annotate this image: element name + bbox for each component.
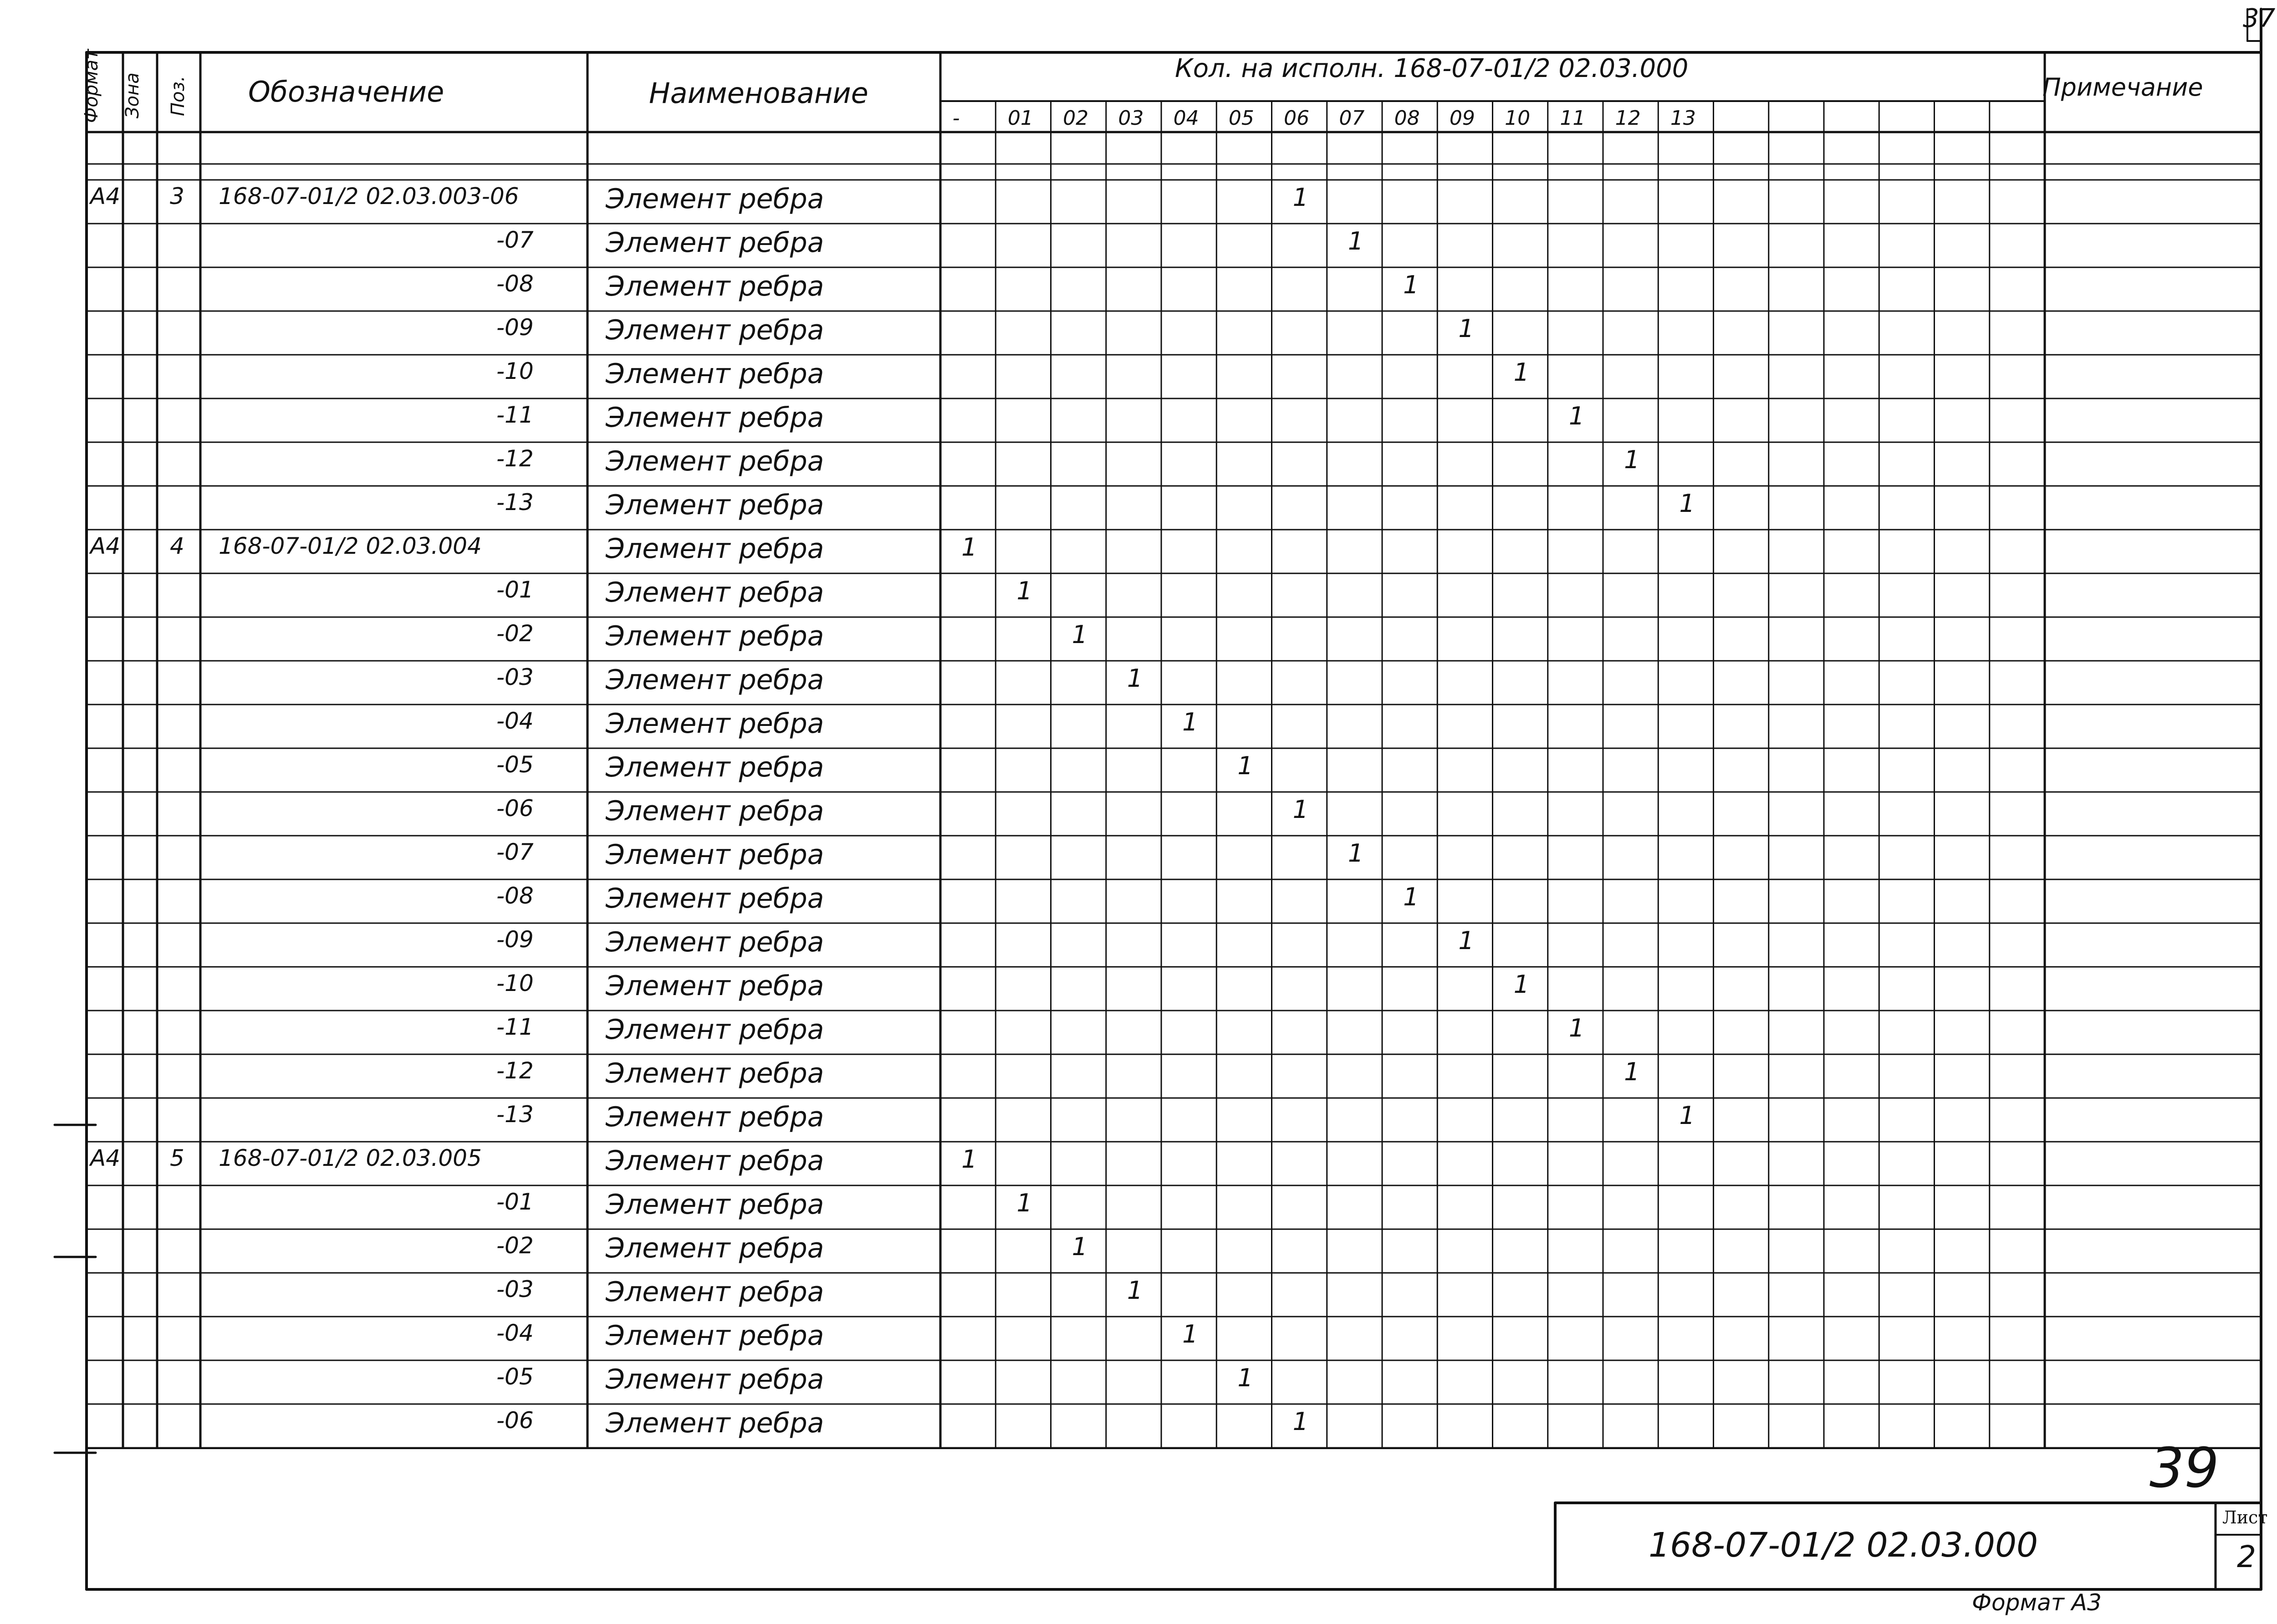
row-qty-mark: 1 [1458,926,1474,955]
row-qty-mark: 1 [1182,708,1198,736]
row-qty-mark: 1 [1348,227,1364,255]
row-name: Элемент ребра [606,183,824,215]
row-name: Элемент ребра [606,533,824,565]
row-designation: -08 [496,883,534,909]
row-designation: -04 [496,1320,534,1346]
row-designation: -07 [496,839,534,865]
header-pos: Поз. [168,76,189,116]
row-qty-mark: 1 [1624,445,1640,474]
row-qty-mark: 1 [961,1145,977,1174]
row-qty-mark: 1 [1072,620,1087,649]
variant-header: 02 [1063,107,1089,130]
variant-header: 12 [1615,107,1641,130]
row-qty-mark: 1 [1182,1320,1198,1348]
row-designation: -10 [496,970,534,996]
row-name: Элемент ребра [606,314,824,346]
row-qty-mark: 1 [1568,1014,1585,1042]
row-qty-mark: 1 [1127,664,1143,693]
header-qty-title: Кол. на исполн. 168-07-01/2 02.03.000 [1175,54,1689,83]
handwritten-page-number: 39 [2149,1437,2219,1500]
row-name: Элемент ребра [606,402,824,434]
row-name: Элемент ребра [606,664,824,696]
row-qty-mark: 1 [1292,183,1308,212]
row-name: Элемент ребра [606,577,824,608]
variant-header: 01 [1007,107,1033,130]
header-designation: Обозначение [248,75,444,108]
row-format: А4 [90,533,121,559]
row-qty-mark: 1 [1624,1057,1640,1086]
sheet-number: 2 [2237,1539,2256,1574]
row-name: Элемент ребра [606,1145,824,1177]
row-designation: -06 [496,795,534,822]
row-designation: -04 [496,708,534,734]
row-format: А4 [90,183,121,209]
variant-header: 11 [1560,107,1586,130]
row-designation: -03 [496,1276,534,1302]
row-name: Элемент ребра [606,708,824,740]
row-name: Элемент ребра [606,489,824,521]
row-name: Элемент ребра [606,926,824,958]
row-position: 4 [170,533,184,559]
row-qty-mark: 1 [1403,883,1419,911]
row-qty-mark: 1 [1513,970,1529,999]
row-designation: -13 [496,1101,534,1128]
row-designation: -09 [496,926,534,953]
row-designation: -12 [496,1057,534,1084]
row-name: Элемент ребра [606,1189,824,1221]
row-qty-mark: 1 [1237,751,1253,780]
row-designation: 168-07-01/2 02.03.005 [219,1145,482,1171]
row-designation: -11 [496,402,534,428]
row-qty-mark: 1 [961,533,977,562]
row-name: Элемент ребра [606,1101,824,1133]
row-format: А4 [90,1145,121,1171]
row-designation: 168-07-01/2 02.03.004 [219,533,482,559]
row-designation: -02 [496,620,534,647]
row-name: Элемент ребра [606,1320,824,1352]
row-qty-mark: 1 [1016,577,1032,605]
row-designation: 168-07-01/2 02.03.003-06 [219,183,519,209]
row-name: Элемент ребра [606,1364,824,1395]
row-qty-mark: 1 [1292,1407,1308,1436]
header-note: Примечание [2042,73,2203,102]
row-name: Элемент ребра [606,227,824,259]
row-qty-mark: 1 [1513,358,1529,387]
row-name: Элемент ребра [606,358,824,390]
row-designation: -01 [496,577,534,603]
row-designation: -05 [496,751,534,778]
row-name: Элемент ребра [606,751,824,783]
variant-header: 13 [1670,107,1696,130]
row-name: Элемент ребра [606,1057,824,1089]
row-qty-mark: 1 [1237,1364,1253,1392]
row-designation: -10 [496,358,534,384]
row-name: Элемент ребра [606,1232,824,1264]
row-position: 3 [170,183,184,209]
variant-header: 04 [1173,107,1199,130]
row-designation: -06 [496,1407,534,1434]
row-name: Элемент ребра [606,445,824,477]
variant-header: 08 [1394,107,1420,130]
row-name: Элемент ребра [606,795,824,827]
row-designation: -05 [496,1364,534,1390]
row-designation: -11 [496,1014,534,1040]
row-qty-mark: 1 [1568,402,1585,430]
row-name: Элемент ребра [606,883,824,914]
table-grid [55,9,2261,1589]
row-qty-mark: 1 [1403,271,1419,299]
variant-header: 03 [1118,107,1144,130]
row-designation: -13 [496,489,534,516]
variant-header: - [952,107,960,130]
row-name: Элемент ребра [606,1014,824,1046]
sheet-label: Лист [2222,1507,2268,1527]
variant-header: 09 [1449,107,1475,130]
variant-header: 07 [1339,107,1365,130]
row-name: Элемент ребра [606,271,824,302]
corner-number: 37 [2243,4,2276,33]
row-name: Элемент ребра [606,620,824,652]
variant-header: 06 [1284,107,1310,130]
header-name: Наименование [649,77,868,110]
row-qty-mark: 1 [1348,839,1364,868]
row-qty-mark: 1 [1016,1189,1032,1217]
variant-header: 05 [1228,107,1254,130]
row-designation: -07 [496,227,534,253]
row-name: Элемент ребра [606,970,824,1002]
row-qty-mark: 1 [1072,1232,1087,1261]
variant-header: 10 [1505,107,1531,130]
row-designation: -08 [496,271,534,297]
format-label: Формат А3 [1972,1589,2102,1616]
row-qty-mark: 1 [1292,795,1308,824]
row-designation: -02 [496,1232,534,1259]
row-qty-mark: 1 [1679,1101,1695,1130]
row-designation: -09 [496,314,534,341]
row-position: 5 [170,1145,184,1171]
row-name: Элемент ребра [606,1276,824,1308]
row-designation: -12 [496,445,534,472]
row-designation: -01 [496,1189,534,1215]
row-designation: -03 [496,664,534,690]
row-qty-mark: 1 [1127,1276,1143,1305]
row-name: Элемент ребра [606,1407,824,1439]
header-zone: Зона [122,72,143,118]
doc-designation: 168-07-01/2 02.03.000 [1649,1526,2038,1565]
row-name: Элемент ребра [606,839,824,871]
row-qty-mark: 1 [1679,489,1695,518]
row-qty-mark: 1 [1458,314,1474,343]
header-format: Формат [81,49,102,123]
